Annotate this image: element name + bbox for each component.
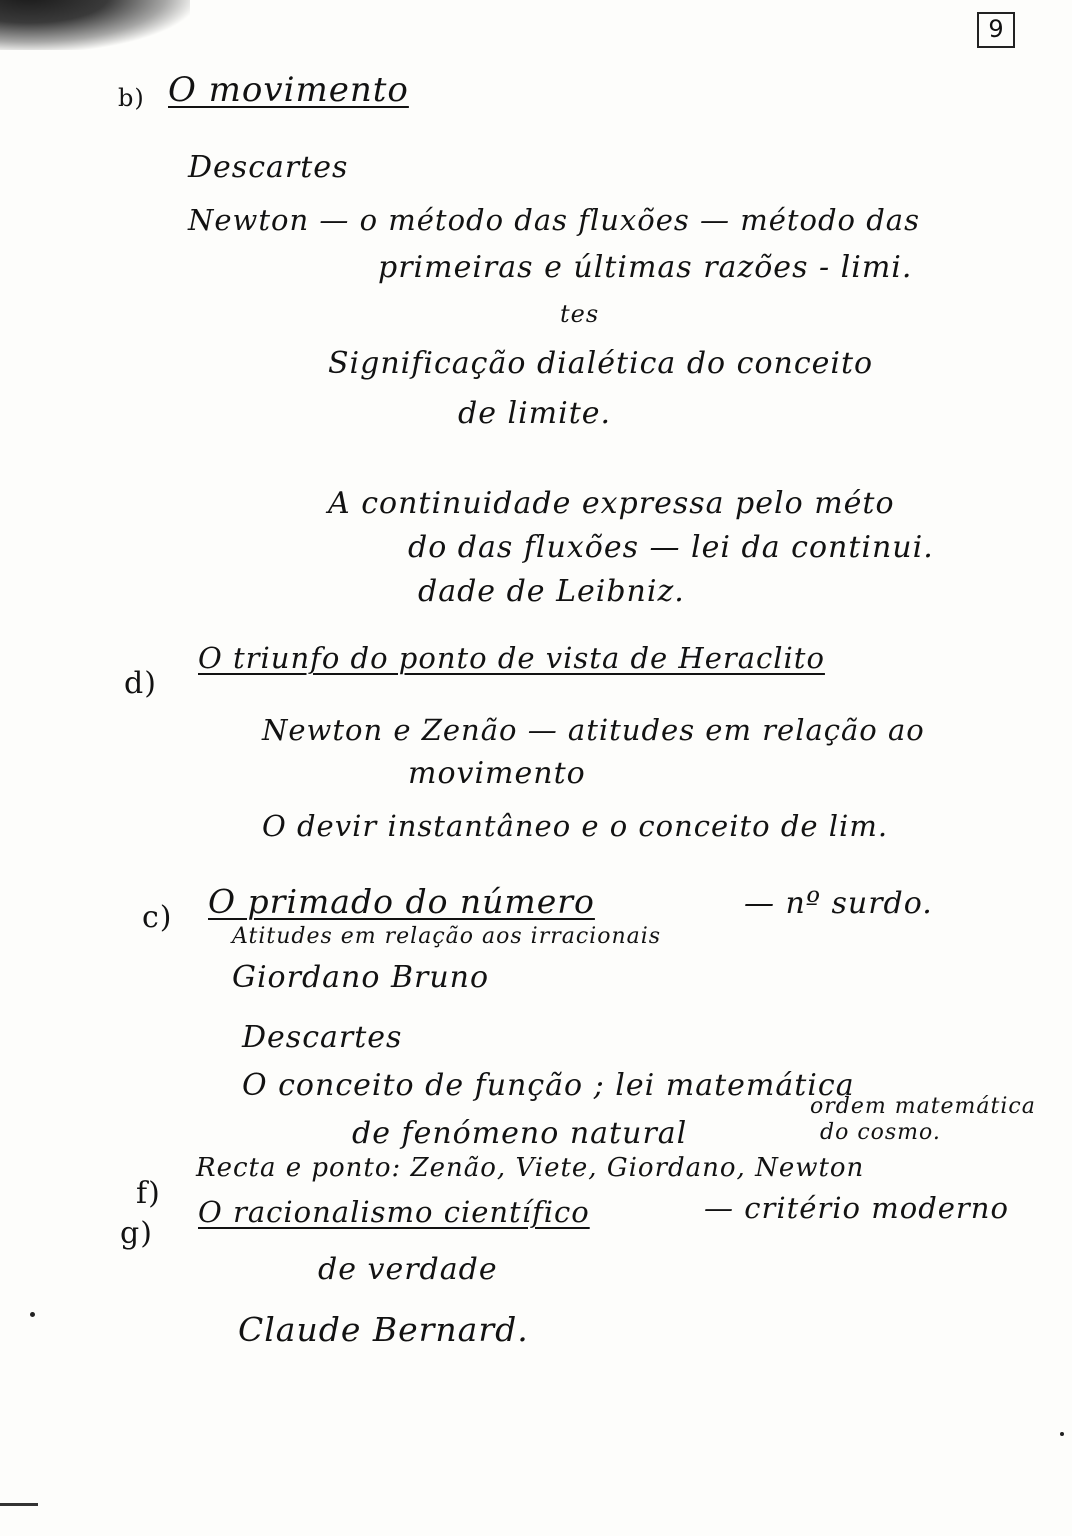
handwritten-line: Newton — o método das fluxões — método das [188, 203, 920, 237]
handwritten-line: Descartes [188, 150, 349, 185]
section-marker-g: g) [120, 1216, 153, 1251]
handwritten-line: Giordano Bruno [232, 960, 490, 995]
handwritten-line: Descartes [242, 1020, 403, 1055]
handwritten-note: Atitudes em relação aos irracionais [232, 924, 662, 949]
handwritten-line: Significação dialética do conceito [328, 346, 874, 381]
handwritten-note: do cosmo. [820, 1120, 941, 1145]
handwritten-line: — critério moderno [704, 1191, 1009, 1225]
handwritten-line: de fenómeno natural [352, 1116, 688, 1151]
handwritten-line: de verdade [318, 1252, 498, 1287]
handwritten-note: ordem matemática [810, 1094, 1036, 1119]
handwritten-line: do das fluxões — lei da continui. [408, 530, 934, 565]
handwritten-line: dade de Leibniz. [418, 574, 685, 609]
handwritten-line: Recta e ponto: Zenão, Viete, Giordano, Newton [196, 1153, 865, 1183]
handwritten-line: O conceito de função ; lei matemática [242, 1068, 855, 1103]
handwritten-line: movimento [408, 756, 586, 791]
handwritten-line: A continuidade expressa pelo méto [328, 486, 895, 521]
page-number: 9 [988, 15, 1004, 43]
handwritten-line: de limite. [458, 396, 612, 431]
handwritten-line: Claude Bernard. [238, 1310, 529, 1349]
section-heading-b: O movimento [168, 70, 409, 110]
section-heading-c: O primado do número [208, 882, 595, 921]
section-marker-c: c) [142, 900, 173, 935]
section-heading-g: O racionalismo científico [198, 1195, 590, 1229]
scan-speck [1060, 1432, 1064, 1436]
section-marker-b: b) [118, 84, 145, 112]
scan-speck [30, 1312, 35, 1317]
handwritten-line: tes [560, 300, 600, 328]
scan-edge-mark [0, 1503, 38, 1506]
handwritten-line: primeiras e últimas razões - limi. [378, 250, 913, 285]
page-number-box [977, 12, 1015, 48]
handwritten-line: Newton e Zenão — atitudes em relação ao [262, 713, 925, 747]
section-marker-f: f) [136, 1176, 161, 1211]
handwritten-line: — nº surdo. [744, 886, 933, 921]
handwritten-line: O devir instantâneo e o conceito de lim. [262, 809, 889, 843]
section-heading-d: O triunfo do ponto de vista de Heraclito [198, 641, 825, 675]
scan-smudge [0, 0, 190, 50]
section-marker-d: d) [124, 666, 157, 701]
